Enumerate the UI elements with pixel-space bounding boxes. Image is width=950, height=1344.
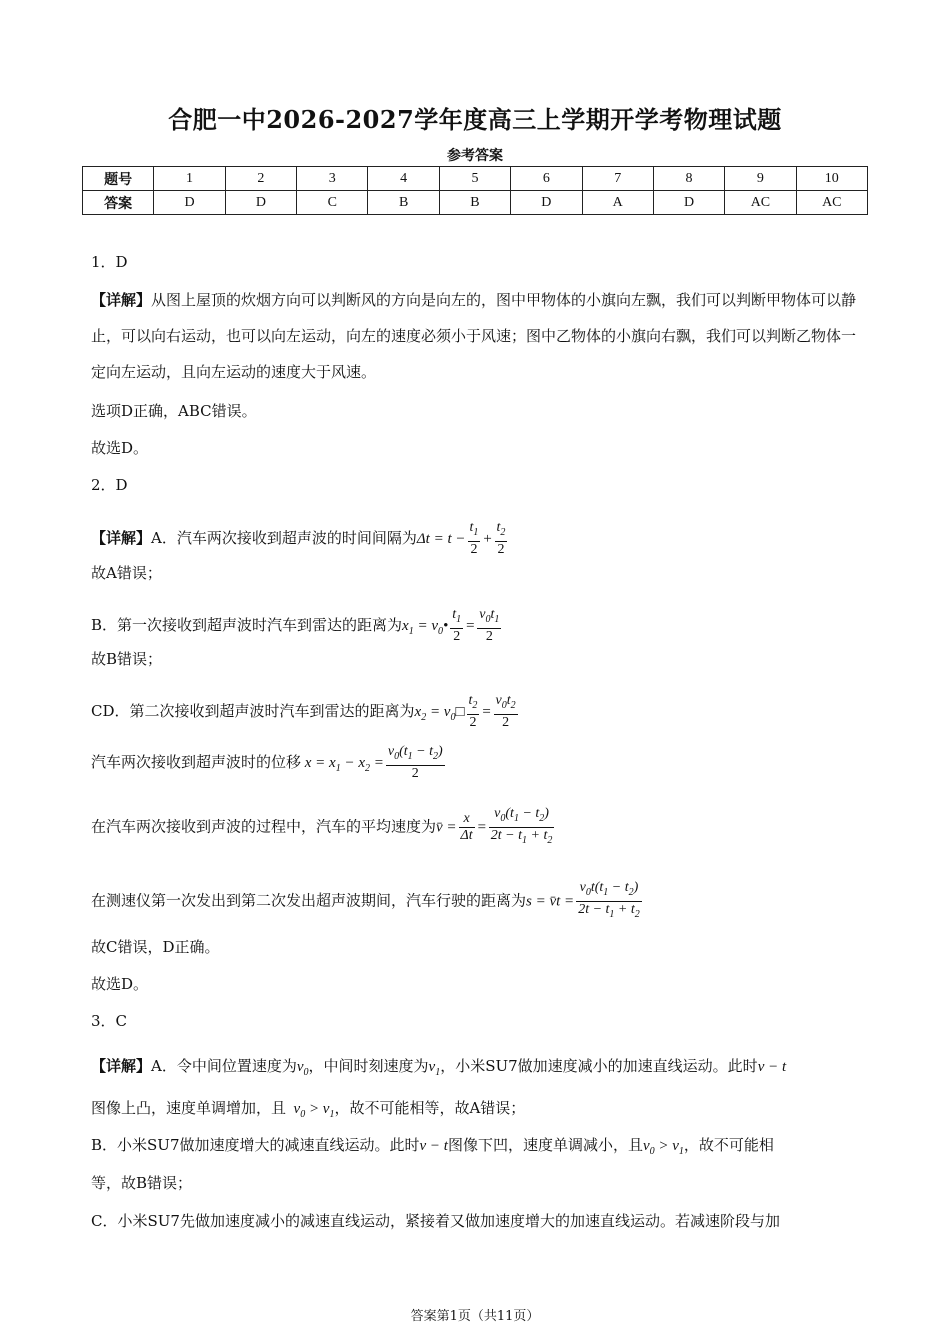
q3-text: ，小米SU7做加速度减小的加速直线运动。此时 bbox=[440, 1057, 758, 1075]
table-cell: D bbox=[511, 191, 582, 215]
detail-tag: 【详解】 bbox=[91, 1057, 152, 1075]
table-cell: AC bbox=[725, 191, 796, 215]
table-cell: 3 bbox=[297, 167, 368, 191]
q2-dist-text: 在测速仪第一次发出到第二次发出超声波期间，汽车行驶的距离为 bbox=[91, 891, 527, 910]
q1-detail-text: 从图上屋顶的炊烟方向可以判断风的方向是向左的，图中甲物体的小旗向左飘，我们可以判断甲物体可以静止，可以向右运动，也可以向左运动，向左的速度必须小于风速；图中乙物体的小旗向右飘，我们可以判断乙物体一定向左运动，且向左运动的速度大于风速。 bbox=[91, 291, 857, 381]
q2-b-text: B．第一次接收到超声波时汽车到雷达的距离为 bbox=[91, 615, 403, 634]
table-cell: D bbox=[154, 191, 225, 215]
q2-heading: 2．D bbox=[91, 476, 128, 494]
table-row bbox=[83, 191, 868, 215]
q2-a-text: A．汽车两次接收到超声波的时间间隔为 bbox=[151, 528, 417, 547]
table-cell: 1 bbox=[154, 167, 225, 191]
q2-final: 故选D。 bbox=[91, 975, 149, 993]
q3-option-c: C．小米SU7先做加速度减小的减速直线运动，紧接着又做加速度增大的加速直线运动。若减速阶段与加 bbox=[91, 1212, 780, 1230]
q2-result: 故C错误，D正确。 bbox=[91, 938, 220, 956]
table-cell: 10 bbox=[796, 167, 867, 191]
table-cell: 5 bbox=[439, 167, 510, 191]
table-cell: D bbox=[225, 191, 296, 215]
detail-tag: 【详解】 bbox=[91, 528, 152, 547]
table-cell: 9 bbox=[725, 167, 796, 191]
q3-option-a: 【详解】A．令中间位置速度为$v_0$，中间时刻速度为$v_1$，小米SU7做加速度减小的加速直线运动。此时v − t bbox=[91, 1057, 787, 1078]
q2-displacement: 汽车两次接收到超声波时的位移 $x = x_1 - x_2$ = $\frac{v_0(t_1 - t_2)}{2}$ bbox=[91, 744, 443, 781]
page-subtitle: 参考答案 bbox=[447, 148, 503, 164]
answer-table bbox=[82, 166, 868, 215]
q2-option-a: 【详解】A．汽车两次接收到超声波的时间间隔为Δt = t − $\frac{t_1}{2}$ + $\frac{t_2}{2}$ bbox=[91, 520, 506, 557]
page-title: 合肥一中2026-2027学年度高三上学期开学考物理试题 bbox=[168, 105, 782, 134]
q3-text: 图像上凸，速度单调增加，且 bbox=[91, 1099, 287, 1117]
q2-cd-text: CD．第二次接收到超声波时汽车到雷达的距离为 bbox=[91, 701, 415, 720]
table-cell: B bbox=[368, 191, 439, 215]
q3-text: ，故不可能相等，故A错误； bbox=[334, 1099, 526, 1117]
q1-heading: 1．D bbox=[91, 253, 128, 271]
q3-option-a-cont: 图像上凸，速度单调增加，且 $v_0 > v_1$，故不可能相等，故A错误； bbox=[91, 1099, 526, 1120]
q3-text: ，中间时刻速度为 bbox=[308, 1057, 429, 1075]
table-cell: 8 bbox=[653, 167, 724, 191]
q2-avg-text: 在汽车两次接收到声波的过程中，汽车的平均速度为 bbox=[91, 817, 437, 836]
table-cell: 6 bbox=[511, 167, 582, 191]
q3-option-b: B．小米SU7做加速度增大的减速直线运动。此时v − t图像下凹，速度单调减小，且$v_0 > v_1$，故不可能相 bbox=[91, 1136, 774, 1157]
q2-option-b: B．第一次接收到超声波时汽车到雷达的距离为$x_1$ = $v_0•$ $\frac{t_1}{2}$ = $\frac{v_0t_1}{2}$ bbox=[91, 607, 500, 644]
q2-disp-text: 汽车两次接收到超声波时的位移 bbox=[91, 752, 302, 771]
page-footer: 答案第1页（共11页） bbox=[410, 1309, 540, 1324]
q2-result: 故A错误； bbox=[91, 564, 162, 582]
row-label: 题号 bbox=[83, 167, 154, 191]
q3-text: B．小米SU7做加速度增大的减速直线运动。此时 bbox=[91, 1136, 420, 1154]
q2-option-cd: CD．第二次接收到超声波时汽车到雷达的距离为$x_2$ = $v_0□$ $\frac{t_2}{2}$ = $\frac{v_0t_2}{2}$ bbox=[91, 693, 516, 730]
q2-distance: 在测速仪第一次发出到第二次发出超声波期间，汽车行驶的距离为s = v̄t = $\frac{v_0t(t_1 - t_2)}{2t - t_1 + t_2}$ bbox=[91, 880, 640, 920]
q1-line: 故选D。 bbox=[91, 439, 149, 457]
q3-option-b-cont: 等，故B错误； bbox=[91, 1174, 193, 1192]
table-cell: A bbox=[582, 191, 653, 215]
table-cell: 2 bbox=[225, 167, 296, 191]
table-cell: 7 bbox=[582, 167, 653, 191]
q1-detail bbox=[91, 282, 861, 390]
q3-heading: 3．C bbox=[91, 1012, 128, 1030]
q3-text: A．令中间位置速度为 bbox=[151, 1057, 297, 1075]
table-cell: D bbox=[653, 191, 724, 215]
table-row bbox=[83, 167, 868, 191]
q2-result: 故B错误； bbox=[91, 650, 163, 668]
row-label: 答案 bbox=[83, 191, 154, 215]
table-cell: 4 bbox=[368, 167, 439, 191]
table-cell: AC bbox=[796, 191, 867, 215]
detail-tag: 【详解】 bbox=[91, 291, 152, 309]
q3-text: 图像下凹，速度单调减小，且 bbox=[447, 1136, 643, 1154]
table-cell: B bbox=[439, 191, 510, 215]
table-cell: C bbox=[297, 191, 368, 215]
q1-line: 选项D正确，ABC错误。 bbox=[91, 402, 257, 420]
q2-average-speed: 在汽车两次接收到声波的过程中，汽车的平均速度为v̄ = $\frac{x}{\Delta t}$ = $\frac{v_0(t_1 - t_2)}{2t - t_1 + t_2}$ bbox=[91, 806, 553, 846]
q3-text: ，故不可能相 bbox=[683, 1136, 774, 1154]
